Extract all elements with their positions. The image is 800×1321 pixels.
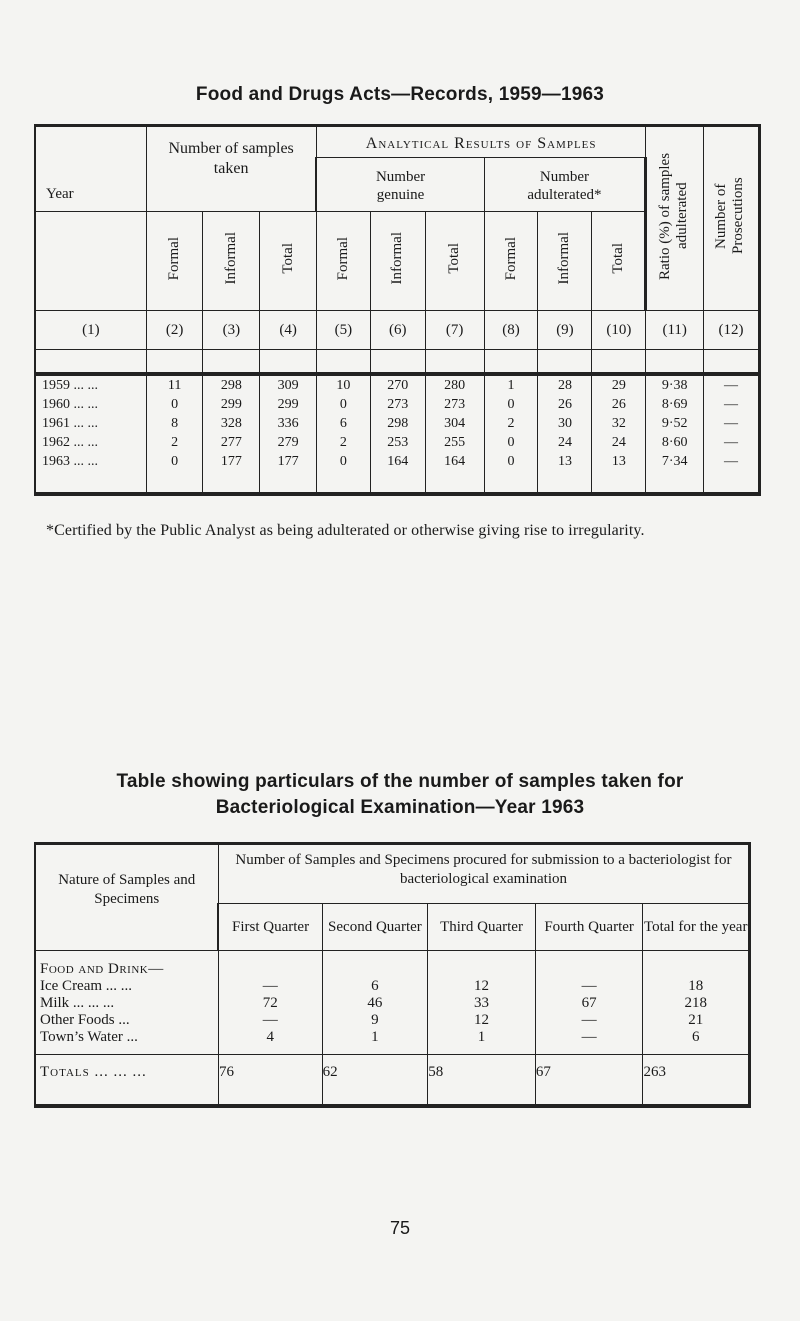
sample-value: 67 bbox=[535, 995, 643, 1012]
col-number: (2) bbox=[146, 311, 203, 350]
number-header-text: Number of Samples and Specimens procured for submission to a bacteriologist for bacteriological examination bbox=[235, 852, 732, 887]
sample-value: 4 bbox=[218, 1029, 322, 1046]
value-cell: 0 bbox=[146, 395, 203, 414]
sample-value: 1 bbox=[428, 1029, 536, 1046]
value-cell: 24 bbox=[592, 433, 646, 452]
value-cell: 10 bbox=[316, 374, 370, 395]
col-number: (11) bbox=[646, 311, 704, 350]
sample-value: — bbox=[535, 1029, 643, 1046]
value-cell: 279 bbox=[260, 433, 317, 452]
value-cell: 304 bbox=[425, 414, 484, 433]
adulterated-formal-text: Formal bbox=[502, 236, 519, 281]
sample-value: 18 bbox=[643, 978, 750, 995]
sample-value: 1 bbox=[322, 1029, 428, 1046]
sample-value: 6 bbox=[643, 1029, 750, 1046]
value-cell: 164 bbox=[425, 452, 484, 494]
group-label bbox=[35, 951, 218, 979]
ratio-header-text: Ratio (%) of samples adulterated bbox=[657, 152, 691, 280]
col-number: (10) bbox=[592, 311, 646, 350]
sample-label: Milk ... ... ... bbox=[35, 995, 218, 1012]
col-number: (1) bbox=[35, 311, 146, 350]
value-cell: 298 bbox=[370, 414, 425, 433]
value-cell: 0 bbox=[484, 452, 538, 494]
sample-label: Ice Cream ... ... bbox=[35, 978, 218, 995]
group-label-text: Food and Drink— bbox=[40, 961, 164, 977]
value-cell: 29 bbox=[592, 374, 646, 395]
genuine-informal-header bbox=[370, 212, 425, 311]
value-cell: 273 bbox=[370, 395, 425, 414]
totals-value: 263 bbox=[643, 1055, 750, 1107]
value-cell: — bbox=[704, 395, 760, 414]
col-number: (8) bbox=[484, 311, 538, 350]
value-cell: 309 bbox=[260, 374, 317, 395]
value-cell: 336 bbox=[260, 414, 317, 433]
page-title: Food and Drugs Acts—Records, 1959—1963 bbox=[195, 84, 605, 105]
sample-value: 72 bbox=[218, 995, 322, 1012]
table2-title-line2: Bacteriological Examination—Year 1963 bbox=[215, 797, 585, 818]
value-cell: 277 bbox=[203, 433, 260, 452]
table2-title-line1: Table showing particulars of the number of samples taken for bbox=[116, 771, 684, 792]
year-row bbox=[35, 395, 760, 414]
adulterated-informal-header bbox=[538, 212, 592, 311]
year-row bbox=[35, 433, 760, 452]
sample-value: 12 bbox=[428, 978, 536, 995]
totals-value: 62 bbox=[322, 1055, 428, 1107]
taken-informal-text: Informal bbox=[222, 232, 239, 285]
value-cell: 9·52 bbox=[646, 414, 704, 433]
fourth-quarter-header: Fourth Quarter bbox=[535, 904, 643, 951]
year-cell: 1959 ... ... bbox=[35, 374, 146, 395]
value-cell: 13 bbox=[538, 452, 592, 494]
second-quarter-header: Second Quarter bbox=[322, 904, 428, 951]
value-cell: — bbox=[704, 374, 760, 395]
col-number: (12) bbox=[704, 311, 760, 350]
sample-value: 218 bbox=[643, 995, 750, 1012]
value-cell: 0 bbox=[484, 433, 538, 452]
year-subheader-blank bbox=[35, 212, 146, 311]
value-cell: 2 bbox=[484, 414, 538, 433]
value-cell: 177 bbox=[260, 452, 317, 494]
value-cell: 255 bbox=[425, 433, 484, 452]
value-cell: 9·38 bbox=[646, 374, 704, 395]
value-cell: 2 bbox=[316, 433, 370, 452]
adulterated-total-text: Total bbox=[609, 243, 626, 274]
value-cell: 7·34 bbox=[646, 452, 704, 494]
col-number: (3) bbox=[203, 311, 260, 350]
taken-formal-header bbox=[146, 212, 203, 311]
third-quarter-header: Third Quarter bbox=[428, 904, 536, 951]
nature-header-text: Nature of Samples and Specimens bbox=[58, 872, 196, 907]
sample-value: 46 bbox=[322, 995, 428, 1012]
sample-row bbox=[35, 1012, 750, 1029]
value-cell: 11 bbox=[146, 374, 203, 395]
sample-value: — bbox=[535, 1012, 643, 1029]
value-cell: 2 bbox=[146, 433, 203, 452]
adulterated-total-header bbox=[592, 212, 646, 311]
genuine-formal-text: Formal bbox=[334, 236, 351, 281]
adulterated-informal-text: Informal bbox=[556, 232, 573, 285]
adulterated-formal-header bbox=[484, 212, 538, 311]
genuine-total-text: Total bbox=[446, 243, 463, 274]
year-header bbox=[35, 126, 146, 212]
taken-informal-header bbox=[203, 212, 260, 311]
value-cell: 270 bbox=[370, 374, 425, 395]
col-number: (9) bbox=[538, 311, 592, 350]
column-number-row bbox=[35, 311, 760, 350]
value-cell: 0 bbox=[316, 395, 370, 414]
analytical-header bbox=[316, 126, 645, 158]
value-cell: 0 bbox=[316, 452, 370, 494]
totals-row bbox=[35, 1055, 750, 1107]
value-cell: 6 bbox=[316, 414, 370, 433]
totals-label-text: Totals ... ... ... bbox=[40, 1064, 147, 1080]
year-cell: 1960 ... ... bbox=[35, 395, 146, 414]
first-quarter-header: First Quarter bbox=[218, 904, 322, 951]
totals-label bbox=[35, 1055, 218, 1107]
value-cell: 30 bbox=[538, 414, 592, 433]
sample-label: Other Foods ... bbox=[35, 1012, 218, 1029]
adulterated-header bbox=[484, 158, 646, 212]
records-table bbox=[34, 124, 761, 496]
genuine-informal-text: Informal bbox=[389, 232, 406, 285]
taken-total-text: Total bbox=[279, 243, 296, 274]
sample-row bbox=[35, 1029, 750, 1046]
value-cell: 299 bbox=[203, 395, 260, 414]
year-row bbox=[35, 414, 760, 433]
genuine-total-header bbox=[425, 212, 484, 311]
value-cell: 8·69 bbox=[646, 395, 704, 414]
footnote: *Certified by the Public Analyst as being adulterated or otherwise giving rise to irregularity. bbox=[46, 522, 645, 539]
value-cell: 177 bbox=[203, 452, 260, 494]
genuine-header bbox=[316, 158, 484, 212]
samples-taken-header bbox=[146, 126, 316, 212]
col-number: (6) bbox=[370, 311, 425, 350]
col-number: (4) bbox=[260, 311, 317, 350]
value-cell: 28 bbox=[538, 374, 592, 395]
value-cell: 280 bbox=[425, 374, 484, 395]
value-cell: 26 bbox=[592, 395, 646, 414]
year-cell: 1962 ... ... bbox=[35, 433, 146, 452]
value-cell: 1 bbox=[484, 374, 538, 395]
value-cell: 0 bbox=[146, 452, 203, 494]
year-row bbox=[35, 374, 760, 395]
totals-value: 76 bbox=[218, 1055, 322, 1107]
sample-value: — bbox=[218, 1012, 322, 1029]
value-cell: — bbox=[704, 414, 760, 433]
page-number: 75 bbox=[389, 1218, 411, 1238]
value-cell: 0 bbox=[484, 395, 538, 414]
adulterated-header-text: Number adulterated* bbox=[527, 169, 602, 203]
number-header bbox=[218, 844, 749, 904]
sample-value: 6 bbox=[322, 978, 428, 995]
year-cell: 1961 ... ... bbox=[35, 414, 146, 433]
value-cell: — bbox=[704, 433, 760, 452]
value-cell: 8·60 bbox=[646, 433, 704, 452]
genuine-formal-header bbox=[316, 212, 370, 311]
sample-value: — bbox=[218, 978, 322, 995]
sample-label: Town’s Water ... bbox=[35, 1029, 218, 1046]
year-row bbox=[35, 452, 760, 494]
totals-value: 58 bbox=[428, 1055, 536, 1107]
value-cell: 26 bbox=[538, 395, 592, 414]
sample-value: 33 bbox=[428, 995, 536, 1012]
bacteriological-table bbox=[34, 842, 751, 1108]
totals-value: 67 bbox=[535, 1055, 643, 1107]
prosecutions-header-text: Number of Prosecutions bbox=[713, 177, 747, 255]
value-cell: 299 bbox=[260, 395, 317, 414]
genuine-header-text: Number genuine bbox=[375, 169, 426, 203]
value-cell: 32 bbox=[592, 414, 646, 433]
samples-taken-text: Number of samples taken bbox=[168, 140, 294, 177]
value-cell: 273 bbox=[425, 395, 484, 414]
sample-value: 21 bbox=[643, 1012, 750, 1029]
value-cell: 328 bbox=[203, 414, 260, 433]
sample-value: 12 bbox=[428, 1012, 536, 1029]
sample-value: — bbox=[535, 978, 643, 995]
col-number: (7) bbox=[425, 311, 484, 350]
col-number: (5) bbox=[316, 311, 370, 350]
value-cell: — bbox=[704, 452, 760, 494]
sample-value: 9 bbox=[322, 1012, 428, 1029]
analytical-header-text: Analytical Results of Samples bbox=[365, 135, 597, 152]
year-cell: 1963 ... ... bbox=[35, 452, 146, 494]
taken-total-header bbox=[260, 212, 317, 311]
value-cell: 24 bbox=[538, 433, 592, 452]
value-cell: 298 bbox=[203, 374, 260, 395]
nature-header bbox=[35, 844, 218, 951]
sample-row bbox=[35, 995, 750, 1012]
value-cell: 13 bbox=[592, 452, 646, 494]
prosecutions-header bbox=[704, 126, 760, 311]
value-cell: 253 bbox=[370, 433, 425, 452]
total-year-header: Total for the year bbox=[643, 904, 750, 951]
year-header-text: Year bbox=[46, 185, 74, 202]
value-cell: 164 bbox=[370, 452, 425, 494]
value-cell: 8 bbox=[146, 414, 203, 433]
ratio-header bbox=[646, 126, 704, 311]
sample-row bbox=[35, 978, 750, 995]
taken-formal-text: Formal bbox=[166, 236, 183, 281]
